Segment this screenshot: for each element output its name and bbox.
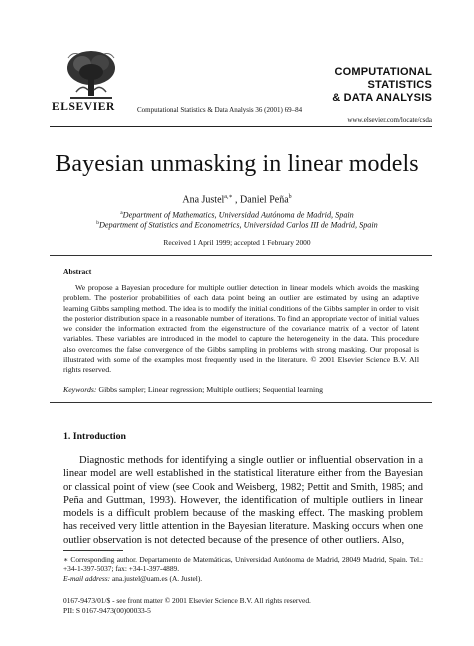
- brand-line: & DATA ANALYSIS: [332, 92, 432, 104]
- journal-reference: Computational Statistics & Data Analysis 36 (2001) 69–84: [137, 106, 303, 114]
- publisher-name: ELSEVIER: [52, 101, 115, 113]
- abstract-end-divider: [50, 402, 432, 403]
- received-dates: Received 1 April 1999; accepted 1 February 2000: [163, 238, 311, 247]
- abstract-heading: Abstract: [63, 267, 92, 276]
- journal-website: www.elsevier.com/locate/csda: [347, 116, 432, 124]
- author-separator: ,: [232, 194, 241, 206]
- affiliation-text: Department of Statistics and Econometrics, Universidad Carlos III de Madrid, Spain: [98, 220, 378, 230]
- author-affiliation-mark: b: [288, 194, 292, 200]
- keywords: [63, 385, 423, 394]
- keywords-label: Keywords:: [63, 385, 97, 394]
- corresponding-author-footnote: ∗ Corresponding author. Departamento de Matemáticas, Universidad Autónoma de Madrid, 28049 Madrid, Spain. Tel.: +34-1-397-5037; fax: +34-1-397-4889.: [63, 555, 423, 574]
- email-address: ana.justel@uam.es (A. Justel).: [110, 574, 203, 583]
- author-name: Ana Justel: [182, 194, 225, 206]
- author-affiliation-mark: a,∗: [224, 194, 233, 200]
- pii-line: PII: S 0167-9473(00)00033-5: [63, 606, 151, 615]
- affiliation-mark: a: [120, 210, 123, 216]
- affiliation: [0, 210, 474, 220]
- journal-brand: [332, 66, 432, 105]
- abstract-divider: [50, 255, 432, 256]
- affiliation-text: Department of Mathematics, Universidad Autónoma de Madrid, Spain: [122, 210, 354, 220]
- copyright-line: 0167-9473/01/$ - see front matter © 2001 Elsevier Science B.V. All rights reserved.: [63, 596, 311, 605]
- paper-title: Bayesian unmasking in linear models: [55, 151, 419, 177]
- section-body-text: Diagnostic methods for identifying a single outlier or influential observation in a linear model are well established in the statistical literature either from the Bayesian or classical point of view (see Cook and Weisberg, 1982; Pettit and Smith, 1985; and Peña and Guttman, 1993). However, the identification of multiple outliers in linear models is a difficult problem because of the masking effect. The masking problem has received very little attention in the Bayesian literature. Masking occurs when one outlier observation is not detected because of the presence of other outliers. Also,: [63, 455, 423, 546]
- affiliation: [0, 220, 474, 230]
- author-line: [0, 193, 474, 205]
- footnote-divider: [63, 550, 123, 551]
- section-heading: 1. Introduction: [63, 431, 126, 442]
- keywords-list: Gibbs sampler; Linear regression; Multiple outliers; Sequential learning: [96, 385, 323, 394]
- email-label: E-mail address:: [63, 574, 111, 583]
- elsevier-tree-logo-icon: [62, 48, 120, 102]
- abstract-text: We propose a Bayesian procedure for multiple outlier detection in linear models which avoids the masking problem. The posterior probabilities of each data point being an outlier are estimated by using an adaptive learning Gibbs sampling method. The idea is to modify the initial conditions of the Gibbs sampler in order to visit the posterior distribution space in a reasonable number of iterations. To find an appropriate vector of initial values we consider the information extracted from the eigenstructure of the covariance matrix of a vector of latent variables. These variables are introduced in the model to capture the heterogeneity in the data. This procedure also overcomes the false convergence of the Gibbs sampling in problems with strong masking. Our proposal is illustrated with some of the examples most frequently used in the literature. © 2001 Elsevier Science B.V. All rights reserved.: [63, 283, 419, 375]
- affiliation-mark: b: [96, 220, 99, 226]
- email-footnote: [63, 574, 423, 583]
- brand-line: COMPUTATIONAL: [334, 66, 432, 78]
- header-divider: [50, 126, 432, 127]
- author-name: Daniel Peña: [240, 194, 289, 206]
- brand-line: STATISTICS: [367, 79, 432, 91]
